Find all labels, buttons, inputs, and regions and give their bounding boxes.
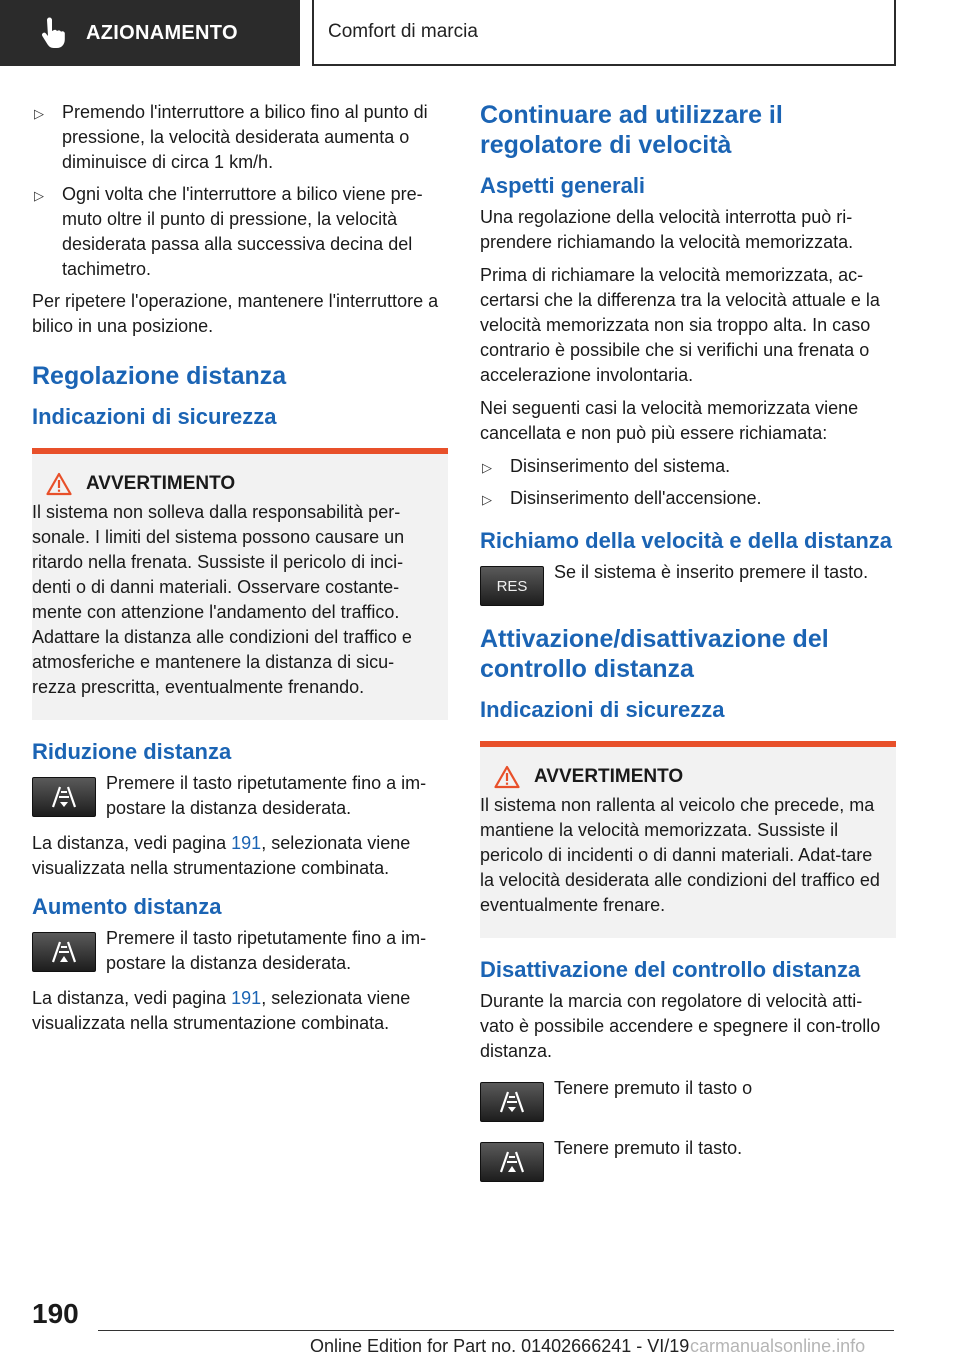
button-instruction-text: Tenere premuto il tasto o [554, 1078, 753, 1098]
button-instruction-text: Premere il tasto ripetutamente fino a im‐postare la distanza desiderata. [106, 773, 427, 818]
left-column [32, 100, 448, 1044]
heading-aumento-distanza: Aumento distanza [32, 894, 222, 919]
warning-text: Il sistema non rallenta al veicolo che precede, ma mantiene la velocità memorizzata. Sussiste il pericolo di incidenti o di danni materiali. Adat‐tare la velocità desiderata alle condizioni del traffico ed eventualmente frenare. [480, 795, 880, 915]
paragraph: Nei seguenti casi la velocità memorizzata viene cancellata e non può più essere richiamata: [480, 398, 859, 443]
footer-divider [98, 1330, 894, 1331]
heading-aspetti-generali: Aspetti generali [480, 173, 646, 198]
distance-button [480, 1142, 544, 1182]
triangle-bullet-icon: ▷ [34, 106, 44, 121]
heading-regolazione-distanza: Regolazione distanza [32, 362, 287, 390]
warning-box [32, 448, 448, 720]
warning-header [46, 472, 438, 496]
button-instruction [32, 771, 448, 821]
heading-riduzione-distanza: Riduzione distanza [32, 739, 232, 764]
heading-indicazioni-sicurezza: Indicazioni di sicurezza [480, 697, 725, 722]
button-instruction-text: Tenere premuto il tasto. [554, 1138, 743, 1158]
hand-pointer-icon [38, 17, 66, 49]
right-column [480, 100, 896, 1192]
warning-header [494, 765, 886, 789]
page-link[interactable]: 191 [231, 988, 262, 1008]
distance-decrease-icon [49, 785, 79, 809]
triangle-bullet-icon: ▷ [482, 492, 492, 507]
page-number: 190 [32, 1298, 79, 1329]
heading-attivazione: Attivazione/disattivazione del controllo distanza [480, 625, 829, 683]
watermark: carmanualsonline.info [690, 1336, 866, 1356]
edition-text: Online Edition for Part no. 01402666241 - VI/19 [310, 1336, 690, 1356]
distance-increase-icon [49, 940, 79, 964]
paragraph: Una regolazione della velocità interrotta può ri‐prendere richiamando la velocità memorizzata. [480, 207, 854, 252]
page-link[interactable]: 191 [231, 833, 262, 853]
paragraph: Prima di richiamare la velocità memorizzata, ac‐certarsi che la differenza tra la velocità attuale e la velocità memorizzata non sia troppo alta. In caso contrario è possibile che si verifichi una frenata o accelerazione involontaria. [480, 265, 880, 385]
distance-button [32, 777, 96, 817]
page-header [0, 0, 960, 66]
distance-button [480, 1082, 544, 1122]
chapter-tab [312, 0, 896, 66]
button-instruction-text: Se il sistema è inserito premere il tasto. [554, 562, 869, 582]
warning-box [480, 741, 896, 938]
distance-control-icon [497, 1090, 527, 1114]
heading-richiamo: Richiamo della velocità e della distanza [480, 528, 893, 553]
button-instruction [480, 1076, 896, 1122]
warning-triangle-icon [494, 765, 520, 789]
warning-title: AVVERTIMENTO [86, 473, 236, 494]
list-item: ▷ Disinserimento dell'accensione. [480, 486, 896, 511]
list-item: ▷ Premendo l'interruttore a bilico fino al punto di pressione, la velocità desiderata aumenta o diminuisce di circa 1 km/h. [34, 102, 428, 172]
heading-indicazioni-sicurezza: Indicazioni di sicurezza [32, 404, 277, 429]
warning-triangle-icon [46, 472, 72, 496]
list-item: ▷ Ogni volta che l'interruttore a bilico viene pre‐muto oltre il punto di pressione, la velocità desiderata passa alla successiva decina del tachimetro. [34, 184, 423, 279]
warning-text: Il sistema non solleva dalla responsabilità per‐sonale. I limiti del sistema possono causare un ritardo nella frenata. Sussiste il pericolo di inci‐denti o di danni materiali. Osservare costante‐mente con attenzione l'andamento del traffico. Adattare la distanza alle condizioni del traffico e atmosferiche e mantenere la distanza di sicu‐rezza prescritta, eventualmente frenando. [32, 502, 412, 697]
list-item: ▷ Disinserimento del sistema. [480, 454, 896, 479]
chapter-title: Comfort di marcia [328, 21, 478, 42]
button-instruction [480, 1136, 896, 1182]
button-instruction [32, 926, 448, 976]
warning-title: AVVERTIMENTO [534, 766, 684, 787]
distance-control-icon [497, 1150, 527, 1174]
triangle-bullet-icon: ▷ [34, 188, 44, 203]
button-instruction [480, 560, 896, 606]
section-tab [0, 0, 300, 66]
distance-button [32, 932, 96, 972]
section-title: AZIONAMENTO [86, 21, 238, 44]
heading-continuare: Continuare ad utilizzare il regolatore di velocità [480, 101, 783, 159]
paragraph: La distanza, vedi pagina 191, selezionata viene visualizzata nella strumentazione combinata. [32, 833, 411, 878]
heading-disattivazione: Disattivazione del controllo distanza [480, 957, 861, 982]
paragraph: Per ripetere l'operazione, mantenere l'interruttore a bilico in una posizione. [32, 291, 439, 336]
triangle-bullet-icon: ▷ [482, 460, 492, 475]
paragraph: Durante la marcia con regolatore di velocità atti‐vato è possibile accendere e spegnere il con‐trollo distanza. [480, 991, 881, 1061]
paragraph: La distanza, vedi pagina 191, selezionata viene visualizzata nella strumentazione combinata. [32, 988, 411, 1033]
button-instruction-text: Premere il tasto ripetutamente fino a im‐postare la distanza desiderata. [106, 928, 427, 973]
res-button: RES [480, 566, 544, 606]
